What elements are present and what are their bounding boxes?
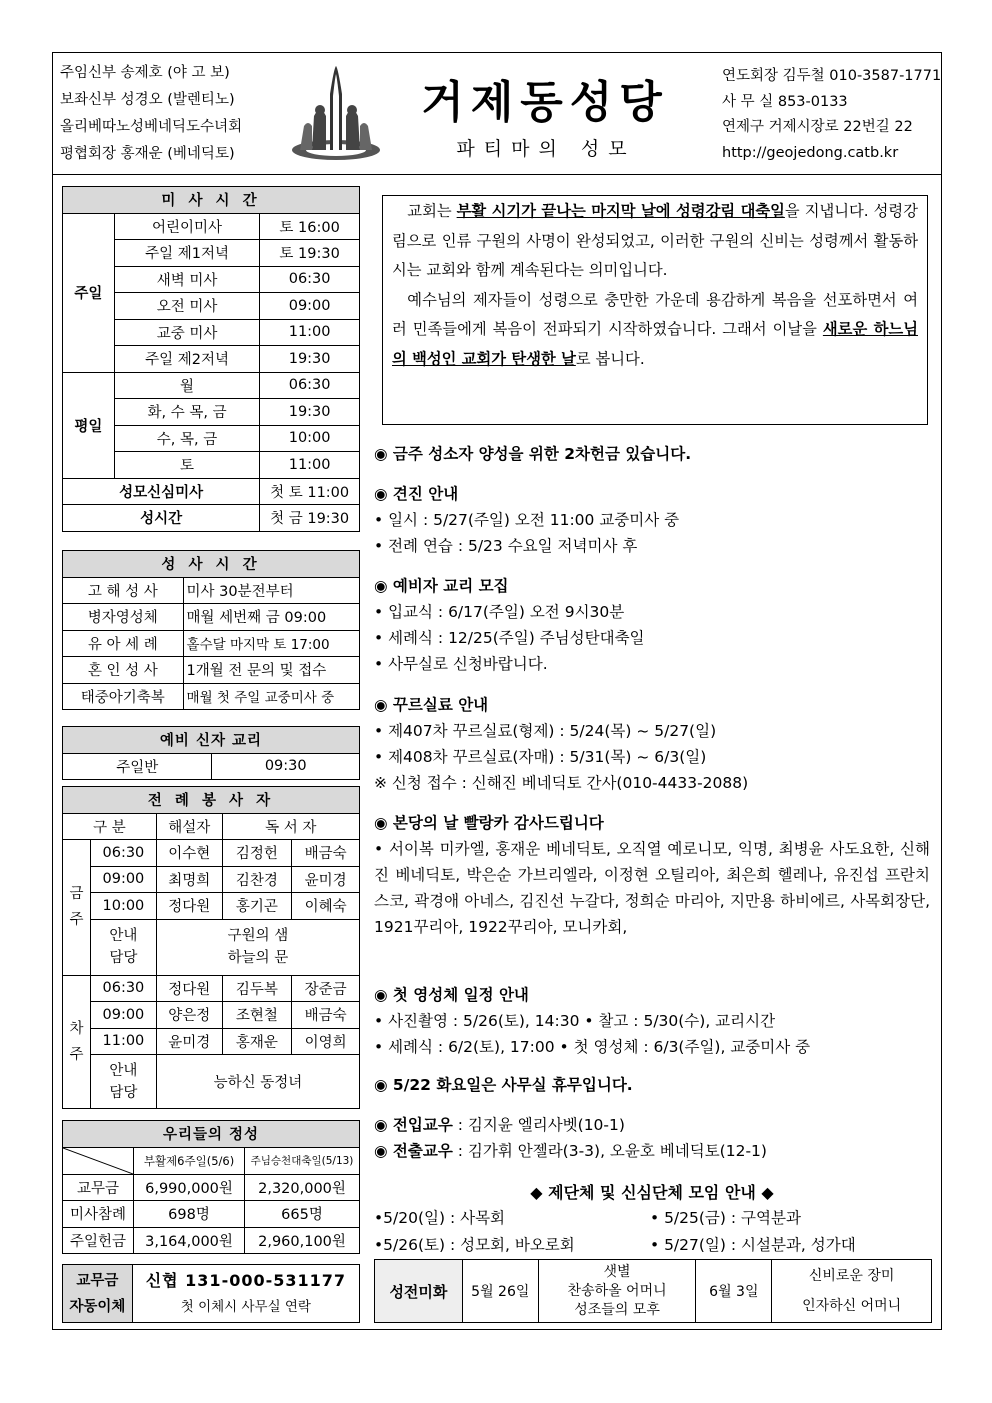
mass-time: 19:30 [260, 399, 360, 426]
intro-paragraph: 교회는 부활 시기가 끝나는 마지막 날에 성령강림 대축일을 지냅니다. 성령강림으로 인류 구원의 사명이 완성되었고, 이러한 구원의 신비는 성령께서 활동하시는 교회와 함께 계속된다는 의미입니다. [392, 202, 918, 279]
mass-time: 06:30 [260, 372, 360, 399]
offering-label: 교무금 [63, 1174, 134, 1201]
weekday-label: 평일 [63, 372, 115, 478]
meetings-title: ◆ 제단체 및 신심단체 모임 안내 ◆ [530, 1183, 774, 1202]
altar-decoration-table [374, 1259, 932, 1323]
notice-line: • 서이복 미카엘, 홍재운 베네딕토, 오직열 예로니모, 익명, 최병윤 사도요한, 신해진 베네딕토, 박은순 가브리엘라, 이정현 오틸리아, 최은희 헬레나, 유진섭 프란치스코, 곽경애 아네스, 김진선 누갈다, 정희순 마리아, 지만용 하비에르, 사목회장단, 1921꾸리아, 1922꾸리아, 모니카회, [374, 840, 930, 936]
sacrament-name: 태중아기축복 [63, 683, 184, 710]
server-name: 배금숙 [292, 1002, 360, 1029]
clergy-line: 올리베따노성베네딕도수녀회 [60, 119, 243, 135]
notice-line: • 사무실로 신청바랍니다. [374, 655, 548, 673]
hymn-line: 샛별 [603, 1263, 631, 1280]
church-logo-icon [290, 64, 382, 162]
server-name: 김찬경 [222, 866, 292, 893]
server-name: 윤미경 [292, 866, 360, 893]
col-section: 구 분 [63, 813, 157, 840]
server-name: 최명희 [156, 866, 222, 893]
clergy-line: 보좌신부 성경오 (발렌티노) [60, 92, 235, 108]
meeting-item: • 5/25(금) : 구역분과 [650, 1209, 801, 1227]
server-time: 06:30 [90, 840, 156, 867]
this-week-label: 금주 [63, 840, 91, 976]
church-subtitle: 파티마의 성모 [456, 138, 636, 160]
guide-label: 안내담당 [90, 919, 156, 975]
sacraments-table [62, 550, 360, 710]
offering-col: 부활제6주일(5/6) [134, 1147, 245, 1174]
mass-time: 11:00 [260, 319, 360, 346]
sacrament-name: 고 해 성 사 [63, 577, 184, 604]
mass-time: 토 19:30 [260, 240, 360, 267]
col-reader: 독 서 자 [222, 813, 359, 840]
diagonal-cell [63, 1147, 134, 1174]
guide-label: 안내담당 [90, 1055, 156, 1109]
mass-name: 월 [114, 372, 259, 399]
server-name: 김두복 [222, 975, 292, 1002]
church-title: 거제동성당 [421, 77, 669, 128]
notice-heading: ◉ 5/22 화요일은 사무실 휴무입니다. [374, 1076, 633, 1094]
server-time: 11:00 [90, 1028, 156, 1055]
auto-transfer-info [132, 1265, 359, 1323]
notice-line: • 사진촬영 : 5/26(토), 14:30 • 찰고 : 5/30(수), 교리시간 [374, 1012, 776, 1030]
mass-time: 06:30 [260, 266, 360, 293]
server-name: 홍재운 [222, 1028, 292, 1055]
server-name: 이수현 [156, 840, 222, 867]
notice-parishioners [374, 1112, 767, 1164]
mass-name: 화, 수 목, 금 [114, 399, 259, 426]
col-commentator: 해설자 [156, 813, 222, 840]
sacrament-time: 매월 세번째 금 09:00 [183, 604, 359, 631]
server-name: 이혜숙 [292, 893, 360, 920]
notice-line: • 세례식 : 6/2(토), 17:00 • 첫 영성체 : 6/3(주일), 교중미사 중 [374, 1038, 811, 1056]
offering-col: 주님승천대축일(5/13) [245, 1147, 360, 1174]
notice-heading: ◉ 본당의 날 빨랑카 감사드립니다 [374, 814, 604, 832]
notice-line: ※ 신청 접수 : 신해진 베네딕토 간사(010-4433-2088) [374, 774, 749, 792]
intro-paragraph: 예수님의 제자들이 성령으로 충만한 가운데 용감하게 복음을 선포하면서 여러 민족들에게 복음이 전파되기 시작하였습니다. 그래서 이날을 새로운 하느님의 백성인 교회가 탄생한 날로 봅니다. [392, 290, 918, 368]
meeting-item: •5/26(토) : 성모회, 바오로회 [374, 1236, 575, 1254]
server-name: 양은정 [156, 1002, 222, 1029]
offering-value: 698명 [134, 1201, 245, 1228]
notice-heading: ◉ 금주 성소자 양성을 위한 2차헌금 있습니다. [374, 445, 692, 463]
offering-value: 3,164,000원 [134, 1227, 245, 1254]
guide-cell [156, 919, 359, 975]
offering-value: 6,990,000원 [134, 1174, 245, 1201]
server-name: 홍기곤 [222, 893, 292, 920]
sacrament-time: 매월 첫 주일 교중미사 중 [183, 683, 359, 710]
hymn-date: 5월 26일 [462, 1260, 538, 1323]
mass-time: 첫 토 11:00 [260, 478, 360, 505]
mass-time: 09:00 [260, 293, 360, 320]
servers-title: 전 례 봉 사 자 [63, 787, 360, 814]
offering-label: 미사참례 [63, 1201, 134, 1228]
catechumen-label: 주일반 [63, 753, 212, 780]
mass-name: 성시간 [63, 505, 260, 532]
header-divider [52, 174, 942, 175]
sacrament-name: 유 아 세 례 [63, 630, 184, 657]
sunday-label: 주일 [63, 213, 115, 372]
server-name: 이영희 [292, 1028, 360, 1055]
hymn-label: 성전미화 [375, 1260, 463, 1323]
mass-name: 주일 제1저녁 [114, 240, 259, 267]
sacrament-name: 혼 인 성 사 [63, 657, 184, 684]
contact-line: 사 무 실 853-0133 [722, 93, 848, 110]
server-time: 09:00 [90, 866, 156, 893]
servers-table [62, 786, 360, 1109]
hymn-date: 6월 3일 [696, 1260, 772, 1323]
server-time: 09:00 [90, 1002, 156, 1029]
notice-heading: ◉ 예비자 교리 모집 [374, 577, 509, 595]
notice-confirmation [374, 481, 679, 559]
offering-table [62, 1120, 360, 1254]
hymn-line: 찬송하올 어머니 [567, 1282, 667, 1299]
hymn-line: 성조들의 모후 [574, 1301, 660, 1318]
notice-line: • 전례 연습 : 5/23 수요일 저녁미사 후 [374, 537, 638, 555]
notice-heading: ◉ 꾸르실료 안내 [374, 696, 489, 714]
mass-name: 교중 미사 [114, 319, 259, 346]
server-name: 정다원 [156, 975, 222, 1002]
notice-line: ◉ 전입교우 : 김지윤 엘리사벳(10-1) [374, 1116, 625, 1134]
notice-catechumen [374, 573, 645, 677]
notice-line: • 세례식 : 12/25(주일) 주님성탄대축일 [374, 629, 645, 647]
account-note: 첫 이체시 사무실 연락 [180, 1298, 311, 1315]
offering-value: 2,960,100원 [245, 1227, 360, 1254]
sacraments-title: 성 사 시 간 [63, 551, 360, 578]
contact-line: 연제구 거제시장로 22번길 22 [722, 119, 913, 135]
meeting-item: •5/20(일) : 사목회 [374, 1209, 506, 1227]
mass-name: 오전 미사 [114, 293, 259, 320]
server-name: 장준금 [292, 975, 360, 1002]
offering-value: 665명 [245, 1201, 360, 1228]
guide-name: 능하신 동정녀 [156, 1055, 359, 1109]
notice-office-closed [374, 1072, 633, 1098]
mass-title: 미 사 시 간 [63, 187, 360, 214]
server-name: 정다원 [156, 893, 222, 920]
offering-title: 우리들의 정성 [63, 1121, 360, 1148]
notice-line: ◉ 전출교우 : 김가휘 안젤라(3-3), 오윤호 베네딕토(12-1) [374, 1142, 767, 1160]
sacrament-name: 병자영성체 [63, 604, 184, 631]
mass-time: 19:30 [260, 346, 360, 373]
notice-first-communion [374, 982, 810, 1060]
sacrament-time: 미사 30분전부터 [183, 577, 359, 604]
mass-name: 토 [114, 452, 259, 479]
mass-name: 어린이미사 [114, 213, 259, 240]
mass-time: 첫 금 19:30 [260, 505, 360, 532]
mass-name: 주일 제2저녁 [114, 346, 259, 373]
notice-line: • 입교식 : 6/17(주일) 오전 9시30분 [374, 603, 625, 621]
notice-cursillo [374, 692, 748, 796]
mass-time: 10:00 [260, 425, 360, 452]
mass-time: 토 16:00 [260, 213, 360, 240]
catechumen-title: 예비 신자 교리 [63, 727, 360, 754]
server-name: 조현철 [222, 1002, 292, 1029]
clergy-line: 주임신부 송제호 (야 고 보) [60, 65, 230, 81]
server-time: 06:30 [90, 975, 156, 1002]
server-name: 김정헌 [222, 840, 292, 867]
mass-name: 수, 목, 금 [114, 425, 259, 452]
hymn-cell [538, 1260, 696, 1323]
hymn-cell [772, 1260, 932, 1323]
mass-name: 성모신심미사 [63, 478, 260, 505]
sacrament-time: 홀수달 마지막 토 17:00 [183, 630, 359, 657]
offering-value: 2,320,000원 [245, 1174, 360, 1201]
guide-name: 구원의 샘 [227, 928, 289, 944]
server-time: 10:00 [90, 893, 156, 920]
pentecost-intro [382, 195, 928, 425]
meetings-list [374, 1205, 856, 1259]
offering-label: 주일헌금 [63, 1227, 134, 1254]
contact-info [722, 64, 941, 166]
next-week-label: 차주 [63, 975, 91, 1109]
notice-second-collection [374, 441, 691, 467]
clergy-line: 평협회장 홍재운 (베네딕토) [60, 146, 235, 162]
server-name: 윤미경 [156, 1028, 222, 1055]
catechumen-table [62, 726, 360, 780]
hymn-line: 인자하신 어머니 [802, 1298, 902, 1314]
mass-time: 11:00 [260, 452, 360, 479]
notice-line: • 일시 : 5/27(주일) 오전 11:00 교중미사 중 [374, 511, 680, 529]
auto-transfer-table [62, 1264, 360, 1323]
server-name: 배금숙 [292, 840, 360, 867]
hymn-line: 신비로운 장미 [808, 1268, 895, 1284]
sacrament-time: 1개월 전 문의 및 접수 [183, 657, 359, 684]
notice-heading: ◉ 첫 영성체 일정 안내 [374, 986, 529, 1004]
clergy-list [60, 60, 242, 168]
auto-transfer-label-line: 교무금 [76, 1272, 119, 1289]
guide-name: 하늘의 문 [227, 950, 289, 966]
contact-line: 연도회장 김두철 010-3587-1771 [722, 68, 942, 84]
website-link[interactable]: http://geojedong.catb.kr [722, 144, 899, 161]
notice-heading: ◉ 견진 안내 [374, 485, 459, 503]
auto-transfer-label-line: 자동이체 [69, 1298, 126, 1315]
notice-line: • 제408차 꾸르실료(자매) : 5/31(목) ~ 6/3(일) [374, 748, 707, 766]
auto-transfer-label [63, 1265, 133, 1323]
meeting-item: • 5/27(일) : 시설분과, 성가대 [650, 1236, 856, 1254]
catechumen-time: 09:30 [212, 753, 360, 780]
mass-times-table [62, 186, 360, 532]
account-number: 신협 131-000-531177 [145, 1270, 347, 1290]
mass-name: 새벽 미사 [114, 266, 259, 293]
notice-line: • 제407차 꾸르실료(형제) : 5/24(목) ~ 5/27(일) [374, 722, 717, 740]
notice-palanca [374, 810, 930, 940]
